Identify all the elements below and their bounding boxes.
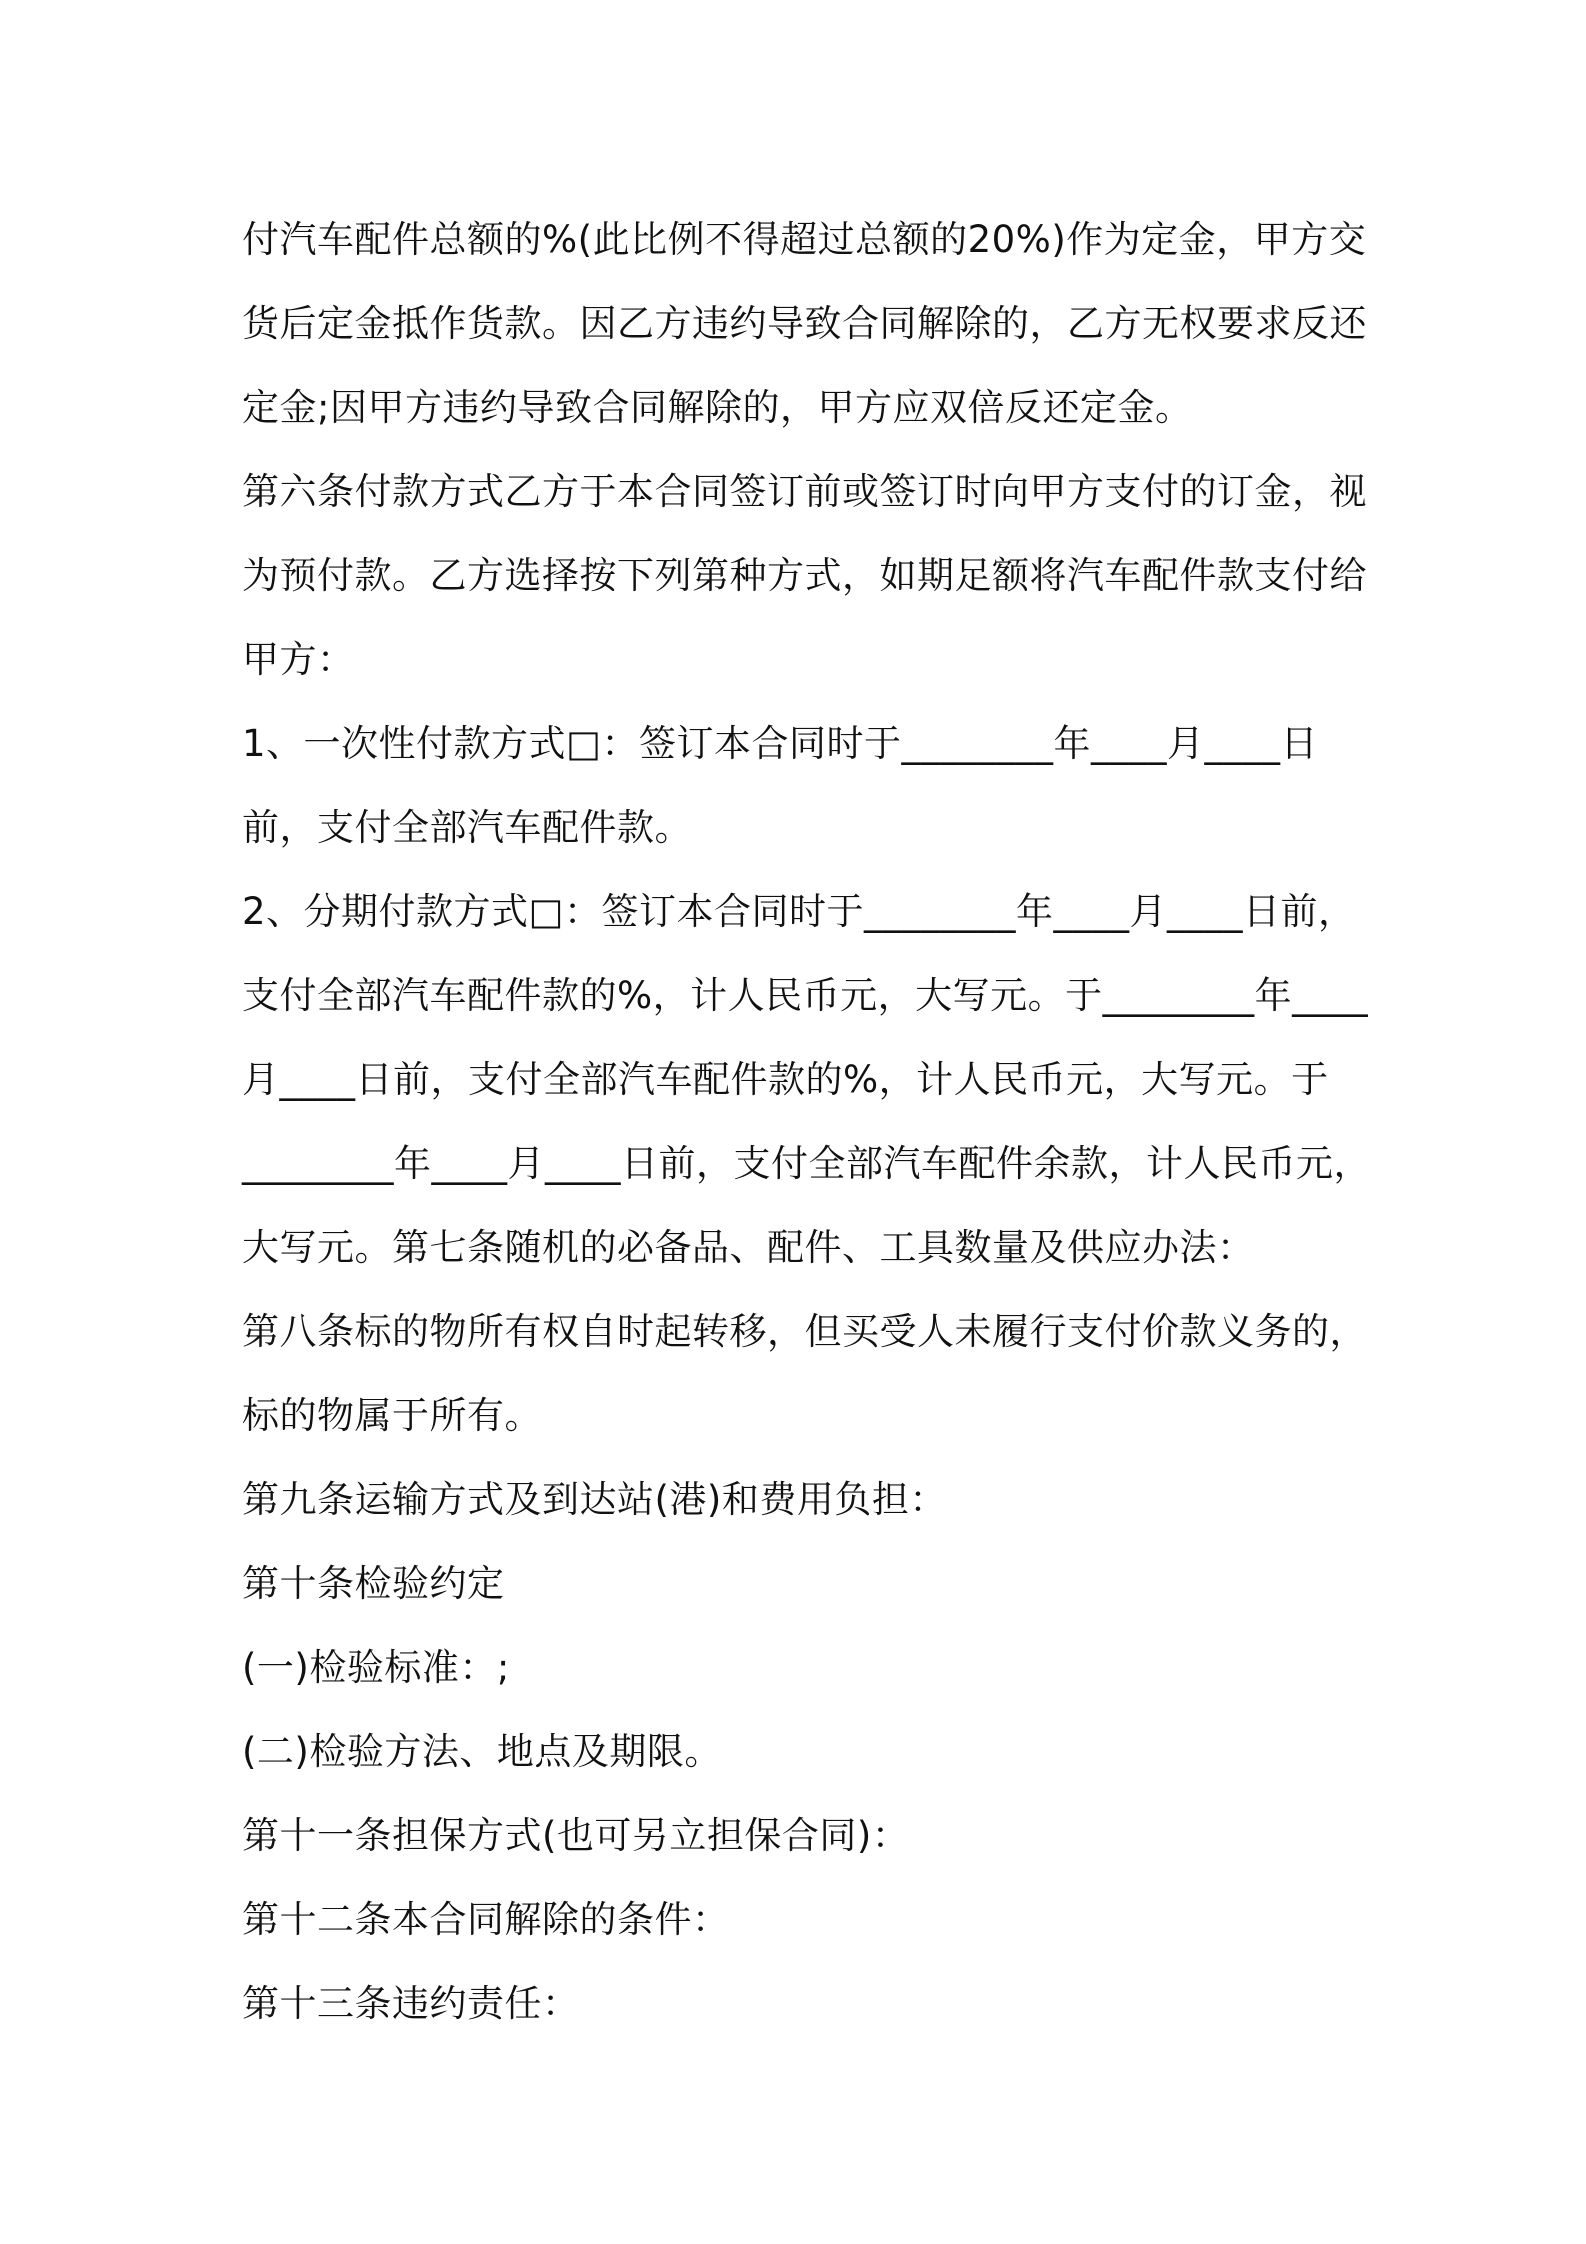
text-line-article-9: 第九条运输方式及到达站(港)和费用负担： (242, 1478, 947, 1521)
text-line-installment-4: ________年____月____日前，支付全部汽车配件余款，计人民币元， (242, 1142, 1371, 1185)
text-line-article-7: 大写元。第七条随机的必备品、配件、工具数量及供应办法： (242, 1226, 1255, 1269)
text-line-article-6-3: 甲方： (242, 638, 355, 681)
text-line-article-8-2: 标的物属于所有。 (242, 1394, 542, 1437)
text-line-deposit-2: 货后定金抵作货款。因乙方违约导致合同解除的，乙方无权要求反还 (242, 302, 1367, 345)
text-line-installment-2: 支付全部汽车配件款的%，计人民币元，大写元。于________年____ (242, 974, 1369, 1017)
text-line-article-13: 第十三条违约责任： (242, 1982, 580, 2025)
text-line-article-8-1: 第八条标的物所有权自时起转移，但买受人未履行支付价款义务的， (242, 1310, 1367, 1353)
text-line-article-6-2: 为预付款。乙方选择按下列第种方式，如期足额将汽车配件款支付给 (242, 554, 1367, 597)
text-line-inspection-standard: (一)检验标准：; (242, 1646, 510, 1689)
text-line-deposit-3: 定金;因甲方违约导致合同解除的，甲方应双倍反还定金。 (242, 386, 1193, 429)
document-body (242, 198, 1371, 2046)
text-line-installment-3: 月____日前，支付全部汽车配件款的%，计人民币元，大写元。于 (242, 1058, 1329, 1101)
text-line-lump-sum-1: 1、一次性付款方式□：签订本合同时于________年____月____日 (242, 722, 1318, 765)
text-line-deposit-1: 付汽车配件总额的%(此比例不得超过总额的20%)作为定金，甲方交 (242, 218, 1367, 261)
text-line-article-10: 第十条检验约定 (242, 1562, 505, 1605)
text-line-lump-sum-2: 前，支付全部汽车配件款。 (242, 806, 692, 849)
text-line-article-12: 第十二条本合同解除的条件： (242, 1898, 730, 1941)
text-line-inspection-method: (二)检验方法、地点及期限。 (242, 1730, 722, 1773)
text-line-article-11: 第十一条担保方式(也可另立担保合同)： (242, 1814, 910, 1857)
text-line-installment-1: 2、分期付款方式□：签订本合同时于________年____月____日前， (242, 890, 1356, 933)
text-line-article-6-1: 第六条付款方式乙方于本合同签订前或签订时向甲方支付的订金，视 (242, 470, 1367, 513)
